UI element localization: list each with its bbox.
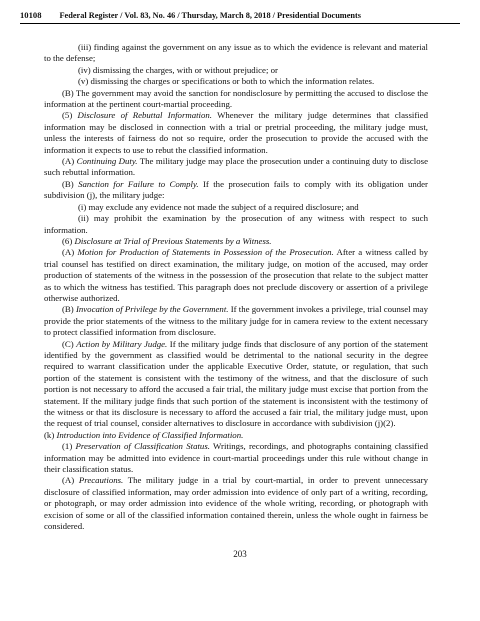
paragraph-heading: Preservation of Classification Status.: [75, 441, 210, 452]
paragraph-text: (ii) may prohibit the examination by the prosecution of any witness with respect to such information.: [44, 213, 428, 235]
paragraph: [44, 42, 428, 65]
paragraph-text: The military judge may place the prosecution under a continuing duty to disclose such rebuttal information.: [44, 156, 428, 178]
paragraph-text: After a witness called by trial counsel has testified on direct examination, the military judge, on motion of the accused, may order production of statements of the witness in the possession of the prosecution that relate to the subject matter as to which the witness has testified. This paragraph does not preclude discovery or assertion of a privilege otherwise authorized.: [44, 247, 428, 303]
paragraph-heading: Action by Military Judge.: [76, 338, 168, 349]
paragraph: [44, 76, 428, 87]
paragraph-text: If the prosecution fails to comply with its obligation under subdivision (j), the military judge:: [44, 178, 428, 201]
paragraph-heading: Disclosure of Rebuttal Information.: [77, 110, 212, 121]
paragraph-heading: Precautions.: [78, 475, 124, 486]
paragraph: [44, 202, 428, 213]
paragraph-heading: Introduction into Evidence of Classified Information.: [56, 429, 244, 440]
paragraph-text: (B) The government may avoid the sanction for nondisclosure by permitting the accused to disclose the information at the pertinent court-martial proceeding.: [44, 87, 428, 110]
paragraph: [44, 430, 428, 441]
paragraph-text: Writings, recordings, and photographs containing classified information may be admitted into evidence in court-martial proceedings under this rule without change in their classification status.: [44, 441, 428, 475]
paragraph-heading: Continuing Duty.: [76, 156, 138, 167]
paragraph: [44, 475, 428, 532]
paragraph: [44, 88, 428, 111]
paragraph-heading: Invocation of Privilege by the Government.: [75, 304, 229, 315]
paragraph-label: (A): [62, 156, 77, 167]
paragraph-label: (B): [62, 304, 76, 315]
paragraph-text: (v) dismissing the charges or specifications or both to which the information relates.: [78, 76, 375, 87]
paragraph: [44, 304, 428, 338]
paragraph-label: (B): [62, 178, 79, 189]
paragraph-text: (i) may exclude any evidence not made the subject of a required disclosure; and: [78, 201, 359, 212]
paragraph: [44, 236, 428, 247]
paragraph-label: (5): [62, 110, 78, 121]
paragraph: [44, 441, 428, 475]
paragraph-text: (iii) finding against the government on any issue as to which the evidence is relevant and material to the defense;: [44, 42, 428, 64]
paragraph-text: (iv) dismissing the charges, with or without prejudice; or: [78, 64, 278, 75]
paragraph-label: (6): [62, 235, 75, 246]
paragraph: [44, 339, 428, 430]
paragraph-text: If the government invokes a privilege, trial counsel may provide the prior statements of the witness to the military judge for in camera review to the extent necessary to protect classified information from disclosure.: [44, 304, 428, 338]
paragraph-text: If the military judge finds that disclosure of any portion of the statement identified by the government as classified would be detrimental to the national security in the degree required to warrant classification under the applicable Executive Order, statute, or regulation, that such portion of the statement is consistent with the testimony of the witness, and that the disclosure of such portion is not necessary to afford the accused a fair trial, the military judge must excise that portion from the statement. If the military judge finds that such portion of the statement is inconsistent with the testimony of the witness or that its disclosure is necessary to afford the accused a fair trial, the military judge must, upon the request of trial counsel, consider alternatives to disclosure in accordance with subdivision (j)(2).: [44, 338, 428, 429]
paragraph: [44, 156, 428, 179]
paragraph-heading: Disclosure at Trial of Previous Statements by a Witness.: [74, 235, 272, 246]
paragraph-heading: Motion for Production of Statements in Possession of the Prosecution.: [77, 247, 334, 258]
paragraph-label: (1): [62, 441, 76, 452]
header-page-number: 10108: [20, 10, 42, 20]
page-header: [20, 10, 460, 24]
paragraph-label: (A): [62, 475, 79, 486]
paragraph-text: Whenever the military judge determines that classified information may be disclosed in connection with a trial or pretrial proceeding, the military judge must, unless the interests of fairness do not so require, order the prosecution to provide the accused with the information it expects to use to rebut the classified information.: [44, 110, 428, 155]
paragraph-heading: Sanction for Failure to Comply.: [78, 178, 199, 189]
paragraph: [44, 110, 428, 156]
paragraph-label: (k): [44, 429, 57, 440]
paragraph-text: The military judge in a trial by court-martial, in order to prevent unnecessary disclosure of classified information, may order admission into evidence of only part of a writing, recording, or photograph, or may order admission into evidence of the whole writing, recording, or photograph with excision of some or all of the classified information contained therein, unless the whole ought in fairness be considered.: [44, 475, 428, 532]
paragraph-label: (A): [62, 247, 78, 258]
document-body: [44, 42, 428, 532]
paragraph: [44, 247, 428, 304]
paragraph: [44, 65, 428, 76]
footer-page-number: 203: [233, 549, 247, 559]
running-head: Federal Register / Vol. 83, No. 46 / Thursday, March 8, 2018 / Presidential Documents: [59, 11, 362, 20]
paragraph-label: (C): [62, 338, 77, 349]
paragraph: [44, 213, 428, 236]
paragraph: [44, 179, 428, 202]
